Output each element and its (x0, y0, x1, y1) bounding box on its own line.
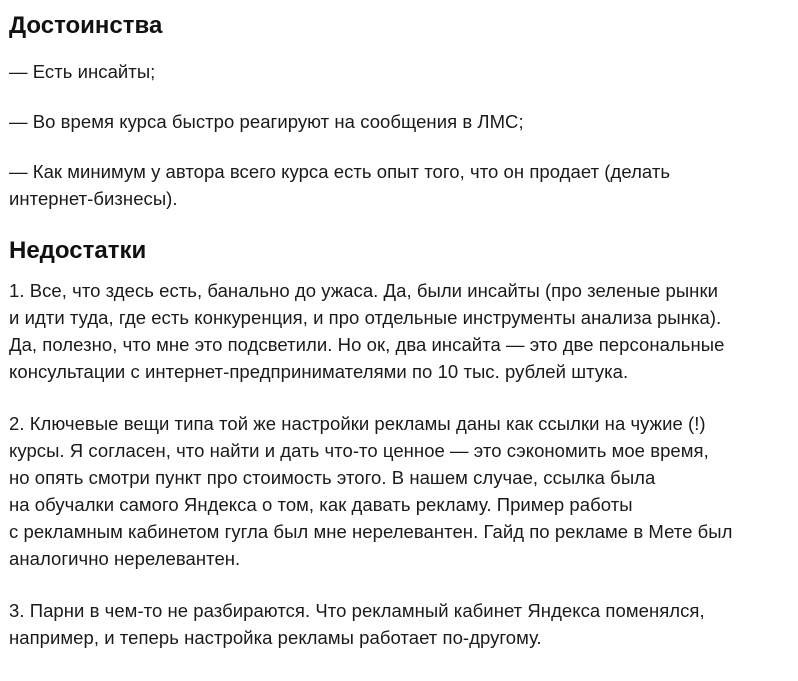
advantages-heading: Достоинства (9, 12, 163, 39)
advantages-section (9, 0, 790, 212)
advantage-item: — Есть инсайты; (9, 61, 156, 82)
disadvantages-heading: Недостатки (9, 237, 147, 264)
disadvantage-item: 1. Все, что здесь есть, банально до ужаса. Да, были инсайты (про зеленые рынки и идти туда, где есть конкуренция, и про отдельные инструменты анализа рынка). Да, полезно, что мне это подсветили. Но ок, два инсайта — это две персональные консультации с интернет-предпринимателями по 10 тыс. рублей штука. (9, 280, 725, 382)
advantage-item: — Как минимум у автора всего курса есть опыт того, что он продает (делать интернет-бизнесы). (9, 161, 671, 209)
disadvantage-item: 2. Ключевые вещи типа той же настройки рекламы даны как ссылки на чужие (!) курсы. Я согласен, что найти и дать что-то ценное — это сэкономить мое время, но опять смотри пункт про стоимость этого. В нашем случае, ссылка была на обучалки самого Яндекса о том, как давать рекламу. Пример работы с рекламным кабинетом гугла был мне нерелевантен. Гайд по рекламе в Мете был аналогично нерелевантен. (9, 413, 733, 569)
disadvantages-section (9, 236, 790, 651)
disadvantage-item: 3. Парни в чем-то не разбираются. Что рекламный кабинет Яндекса поменялся, например, и теперь настройка рекламы работает по-другому. (9, 600, 705, 648)
advantage-item: — Во время курса быстро реагируют на сообщения в ЛМС; (9, 111, 524, 132)
